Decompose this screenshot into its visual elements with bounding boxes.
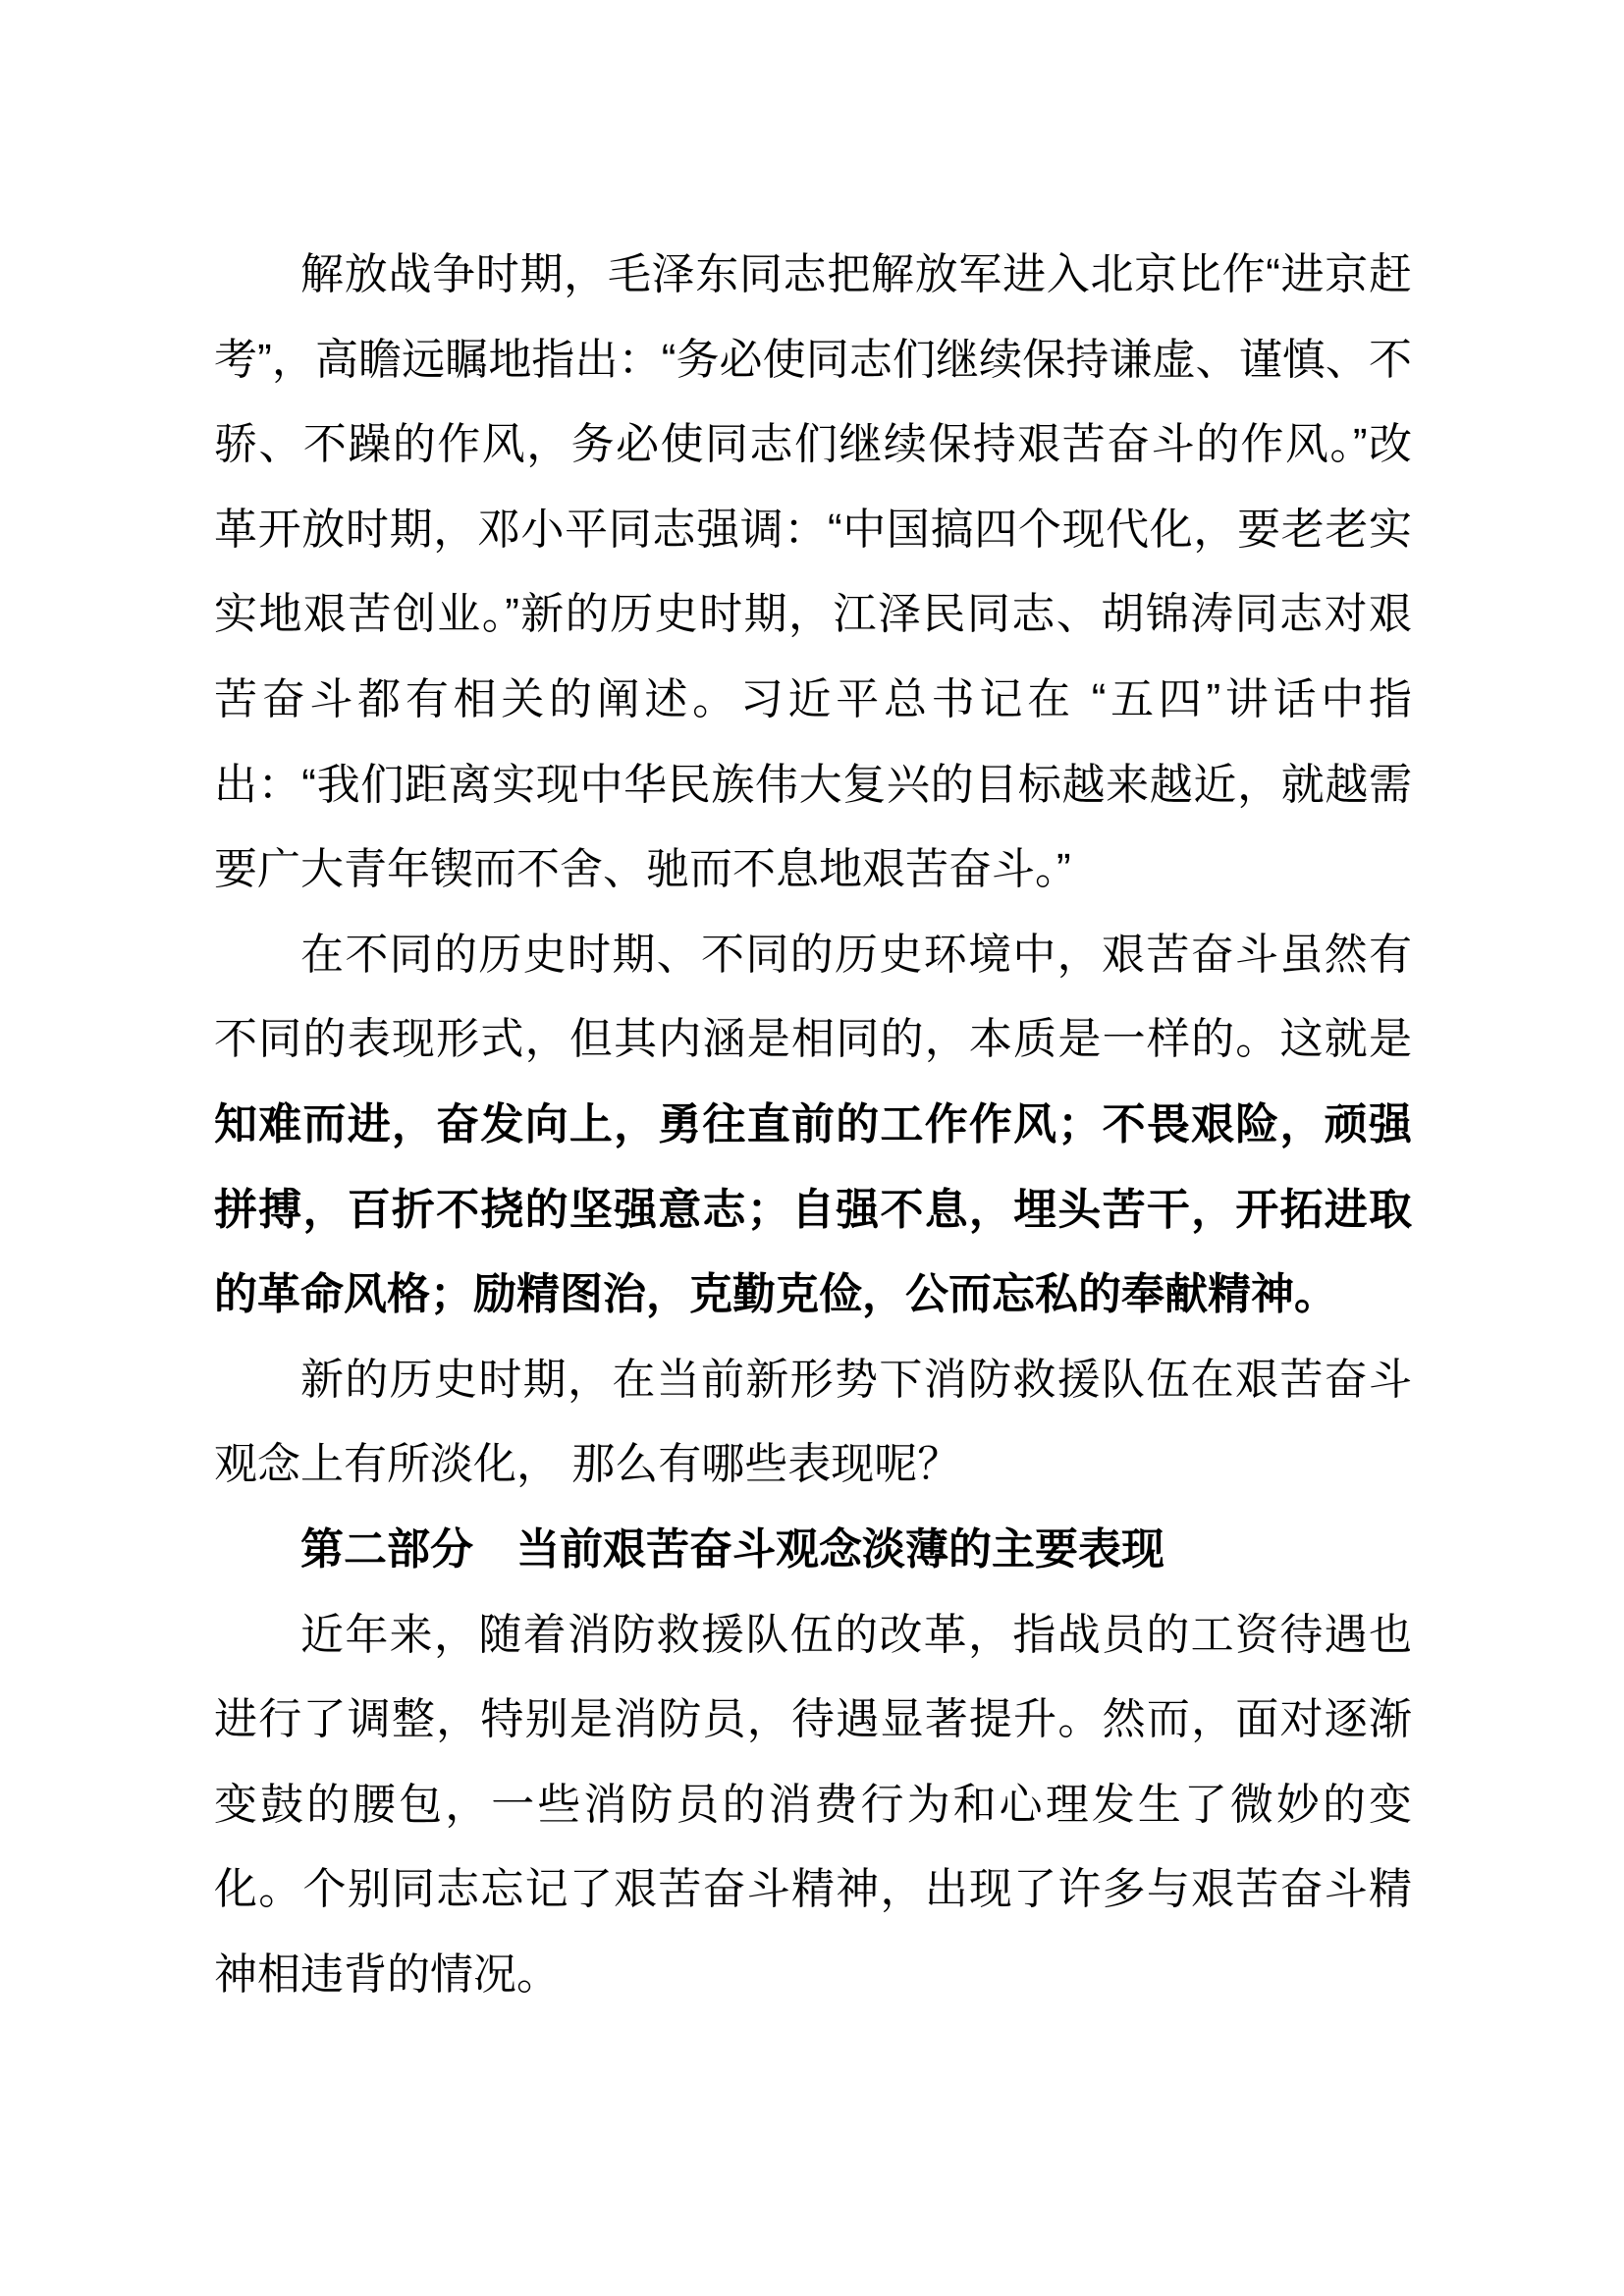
text-segment: 近年来，随着消防救援队伍的改革，指战员的工资待遇也进行了调整，特别是消防员，待遇显著提升。然而，面对逐渐变鼓的腰包，一些消防员的消费行为和心理发生了微妙的变化。个别同志忘记了艰苦奋斗精神，出现了许多与艰苦奋斗精神相违背的情况。 [214,1610,1412,1999]
bold-text-segment: 知难而进，奋发向上，勇往直前的工作作风；不畏艰险，顽强拼搏，百折不挠的坚强意志；自强不息，埋头苦干，开拓进取的革命风格；励精图治，克勤克俭，公而忘私的奉献精神。 [214,1099,1412,1319]
paragraph-3 [214,1338,1412,1508]
paragraph-5 [214,1593,1412,2018]
paragraph-2 [214,913,1412,1338]
bold-text-segment: 第二部分 当前艰苦奋斗观念淡薄的主要表现 [300,1524,1164,1574]
document-body [214,233,1412,2017]
text-segment: 在不同的历史时期、不同的历史环境中，艰苦奋斗虽然有不同的表现形式，但其内涵是相同的，本质是一样的。这就是 [214,930,1412,1064]
text-segment: 解放战争时期，毛泽东同志把解放军进入北京比作“进京赶考”，高瞻远瞩地指出：“务必使同志们继续保持谦虚、谨慎、不骄、不躁的作风，务必使同志们继续保持艰苦奋斗的作风。”改革开放时期，邓小平同志强调：“中国搞四个现代化，要老老实实地艰苦创业。”新的历史时期，江泽民同志、胡锦涛同志对艰苦奋斗都有相关的阐述。习近平总书记在 “五四”讲话中指出：“我们距离实现中华民族伟大复兴的目标越来越近，就越需要广大青年锲而不舍、驰而不息地艰苦奋斗。” [214,250,1412,894]
text-segment: 新的历史时期，在当前新形势下消防救援队伍在艰苦奋斗观念上有所淡化， 那么有哪些表现呢？ [214,1355,1412,1489]
paragraph-1 [214,233,1412,913]
section-heading [214,1508,1412,1593]
